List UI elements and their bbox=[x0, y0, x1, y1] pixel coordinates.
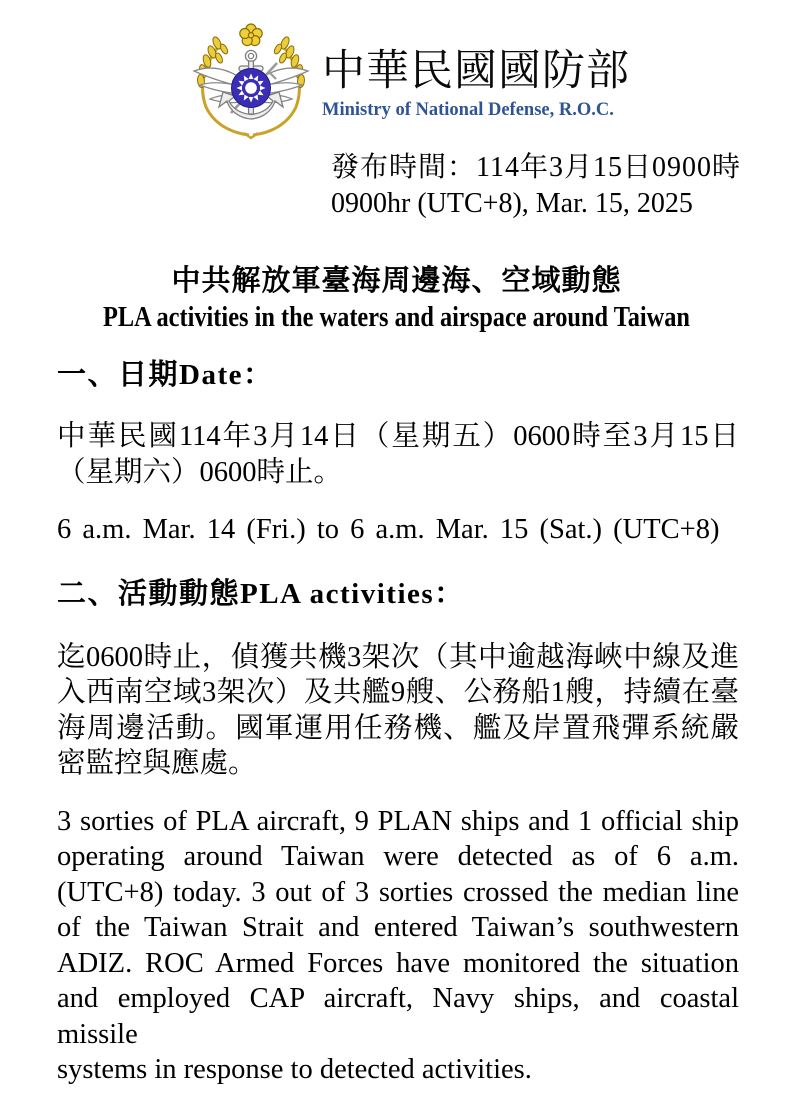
section-heading-activities: 二、活動動態PLA activities： bbox=[57, 577, 465, 610]
org-name-block bbox=[322, 46, 742, 121]
org-name-zh: 中華民國國防部 bbox=[322, 48, 630, 95]
paragraph-line: 3 sorties of PLA aircraft, 9 PLAN ships and 1 official ship bbox=[57, 805, 739, 837]
org-name-en: Ministry of National Defense, R.O.C. bbox=[322, 100, 614, 120]
release-time-block bbox=[331, 150, 761, 222]
release-time-en: 0900hr (UTC+8), Mar. 15, 2025 bbox=[331, 188, 693, 219]
paragraph-line: systems in response to detected activities. bbox=[57, 1054, 532, 1085]
activities-paragraph-en bbox=[57, 804, 739, 1088]
document-body bbox=[57, 357, 739, 1088]
document-title bbox=[0, 262, 793, 334]
release-time-zh: 發布時間：114年3月15日0900時 bbox=[331, 152, 741, 183]
paragraph-line: operating around Taiwan were detected as of 6 a.m. bbox=[57, 841, 739, 872]
mnd-emblem-icon bbox=[186, 22, 316, 144]
paragraph-line: 海周邊活動。國軍運用任務機、艦及岸置飛彈系統嚴 bbox=[57, 712, 739, 744]
paragraph-line: （星期六）0600時止。 bbox=[57, 456, 343, 488]
paragraph-line: 中華民國114年3月14日（星期五）0600時至3月15日 bbox=[57, 421, 739, 452]
paragraph-line: 迄0600時止，偵獲共機3架次（其中逾越海峽中線及進 bbox=[57, 641, 739, 673]
document-title-en: PLA activities in the waters and airspace around Taiwan bbox=[103, 301, 690, 333]
paragraph-line: and employed CAP aircraft, Navy ships, and coastal missile bbox=[57, 983, 739, 1050]
paragraph-line: 6 a.m. Mar. 14 (Fri.) to 6 a.m. Mar. 15 (Sat.) (UTC+8) bbox=[57, 514, 720, 545]
paragraph-line: (UTC+8) today. 3 out of 3 sorties crossed the median line bbox=[57, 876, 739, 908]
paragraph-line: of the Taiwan Strait and entered Taiwan’s southwestern bbox=[57, 912, 739, 943]
date-paragraph-en bbox=[57, 512, 739, 548]
paragraph-line: ADIZ. ROC Armed Forces have monitored the situation bbox=[57, 947, 739, 979]
paragraph-line: 入西南空域3架次）及共艦9艘、公務船1艘，持續在臺 bbox=[57, 677, 739, 708]
document-title-zh: 中共解放軍臺海周邊海、空域動態 bbox=[171, 265, 622, 297]
paragraph-line: 密監控與應處。 bbox=[57, 748, 257, 779]
section-heading-date: 一、日期Date： bbox=[57, 359, 274, 391]
activities-paragraph-zh bbox=[57, 640, 739, 782]
date-paragraph-zh bbox=[57, 419, 739, 490]
